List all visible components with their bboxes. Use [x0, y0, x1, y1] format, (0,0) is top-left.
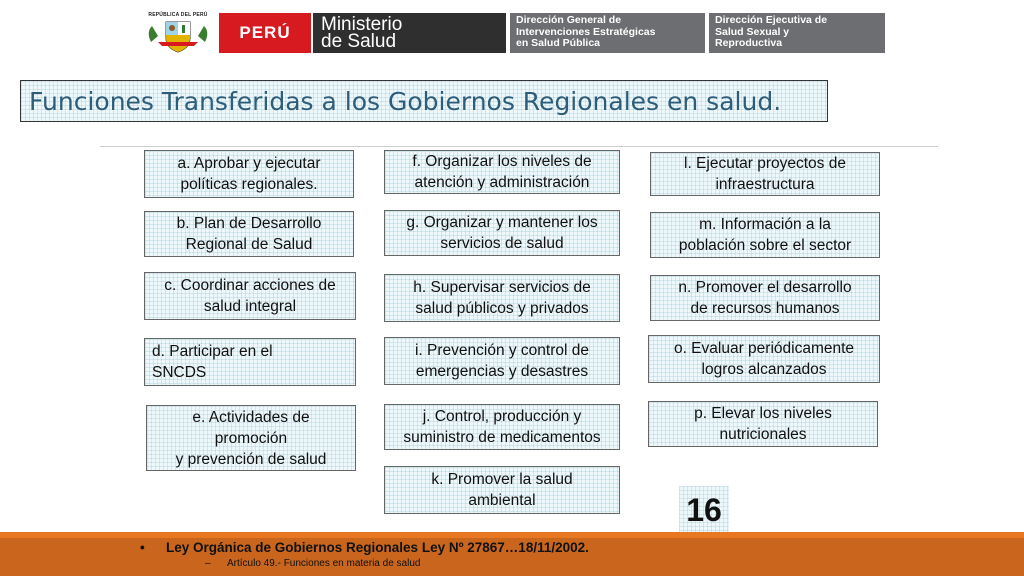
function-text: n. Promover el desarrollo — [678, 279, 852, 296]
function-text: nutricionales — [719, 426, 807, 443]
function-box-d — [144, 338, 356, 386]
function-box-l — [650, 152, 880, 196]
function-text: c. Coordinar acciones de — [164, 277, 336, 294]
dir-ejecutiva-line: Dirección Ejecutiva de — [715, 14, 828, 26]
function-text: k. Promover la salud — [431, 471, 573, 488]
dash-icon: – — [205, 558, 211, 569]
function-box-g — [384, 210, 620, 256]
function-text: Regional de Salud — [185, 236, 313, 253]
function-box-o — [648, 335, 880, 383]
slide-title: Funciones Transferidas a los Gobiernos Regionales en salud. — [29, 86, 782, 116]
function-box-h — [384, 274, 620, 322]
function-text: l. Ejecutar proyectos de — [684, 155, 846, 172]
function-box-j — [384, 404, 620, 450]
function-text: f. Organizar los niveles de — [412, 153, 592, 170]
dir-ejecutiva-line: Salud Sexual y — [715, 25, 790, 38]
shield-icon — [142, 12, 214, 54]
function-box-n — [650, 275, 880, 321]
function-text: p. Elevar los niveles — [694, 405, 832, 422]
dir-general-box — [510, 13, 705, 53]
function-box-a — [144, 150, 354, 198]
law-reference-text: Ley Orgánica de Gobiernos Regionales Ley Nº 27867…18/11/2002. — [166, 540, 589, 555]
page-number: 16 — [679, 486, 729, 534]
function-text: d. Participar en el — [152, 343, 273, 360]
function-text: atención y administración — [414, 174, 590, 191]
slide-title-box — [20, 80, 828, 122]
emblem-label: REPÚBLICA DEL PERÚ — [148, 12, 208, 18]
function-text: a. Aprobar y ejecutar — [177, 155, 321, 172]
function-text: emergencias y desastres — [415, 363, 589, 380]
function-text: suministro de medicamentos — [403, 429, 601, 446]
function-text: servicios de salud — [440, 235, 564, 252]
function-box-m — [650, 212, 880, 258]
function-text: b. Plan de Desarrollo — [176, 215, 322, 232]
function-text: infraestructura — [715, 176, 815, 193]
article-reference — [205, 558, 420, 569]
dir-ejecutiva-box — [709, 13, 885, 53]
ministry-line-2: de Salud — [321, 31, 397, 52]
function-text: población sobre el sector — [678, 237, 852, 254]
function-text: salud públicos y privados — [415, 300, 589, 317]
function-box-e — [146, 405, 356, 471]
function-text: o. Evaluar periódicamente — [673, 340, 855, 357]
ministry-logo — [313, 13, 506, 53]
function-text: y prevención de salud — [175, 450, 327, 468]
function-text: i. Prevención y control de — [414, 342, 590, 359]
law-reference — [140, 540, 589, 555]
function-box-b — [144, 211, 354, 257]
function-text: políticas regionales. — [180, 176, 318, 193]
ministry-line-1: Ministerio — [321, 14, 403, 35]
function-box-i — [384, 337, 620, 385]
function-text: m. Información a la — [699, 216, 831, 233]
separator-line — [100, 146, 938, 147]
dir-general-line: en Salud Pública — [516, 37, 601, 49]
function-text: h. Supervisar servicios de — [413, 279, 591, 296]
function-box-k — [384, 466, 620, 514]
dir-general-line: Intervenciones Estratégicas — [516, 25, 656, 38]
function-text: SNCDS — [152, 364, 207, 381]
dir-ejecutiva-line: Reproductiva — [715, 37, 783, 49]
function-text: salud integral — [203, 298, 297, 315]
function-text: ambiental — [468, 492, 536, 509]
function-box-f — [384, 150, 620, 194]
bullet-icon: • — [140, 540, 145, 555]
function-box-p — [648, 401, 878, 447]
function-text: g. Organizar y mantener los — [406, 214, 598, 231]
function-text: logros alcanzados — [701, 361, 827, 378]
article-reference-text: Artículo 49.- Funciones en materia de salud — [227, 558, 421, 569]
function-text: promoción — [214, 429, 288, 447]
function-box-c — [144, 272, 356, 320]
dir-general-line: Dirección General de — [516, 14, 622, 26]
function-text: j. Control, producción y — [422, 408, 582, 425]
peru-logo: PERÚ — [219, 13, 311, 53]
header-banner — [0, 0, 1024, 60]
function-text: e. Actividades de — [192, 408, 310, 426]
function-text: de recursos humanos — [690, 300, 840, 317]
coat-of-arms-emblem — [142, 12, 214, 54]
